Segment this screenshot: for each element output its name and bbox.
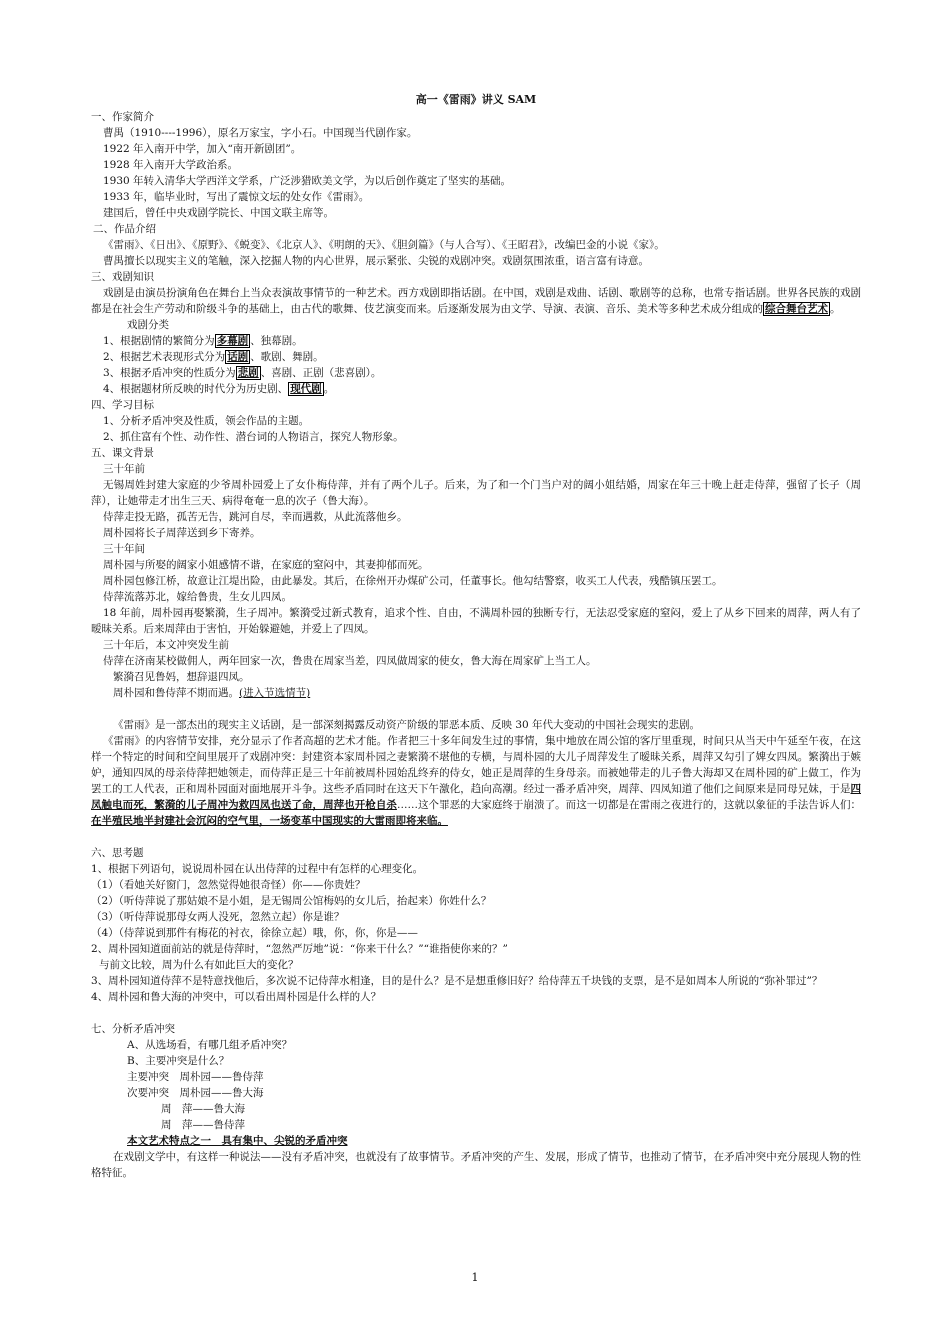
conflict-line: B、主要冲突是什么？ (127, 1055, 230, 1067)
goal-item: 1、分析矛盾冲突及性质，领会作品的主题。 (103, 415, 310, 427)
section-heading-questions: 六、思考题 (91, 847, 144, 859)
emphasis-text: 在半殖民地半封建社会沉闷的空气里，一场变革中国现实的大雷雨即将来临。 (91, 815, 448, 827)
boxed-term: 悲剧 (237, 367, 259, 379)
drama-classification-heading: 戏剧分类 (127, 319, 169, 331)
drama-paragraph: 戏剧是由演员扮演角色在舞台上当众表演故事情节的一种艺术。西方戏剧即指话剧。在中国，戏剧是戏曲、话剧、歌剧等的总称，也常专指话剧。世界各民族的戏剧都是在社会生产劳动和阶级斗争的基础上，由古代的歌舞、伎艺演变而来。后逐渐发展为由文学、导演、表演、音乐、美术等多种艺术成分组成的 综合舞台艺术 。 (91, 287, 861, 315)
conflict-line: A、从选场看，有哪几组矛盾冲突？ (127, 1039, 293, 1051)
enter-excerpt-link[interactable]: (进入节选情节) (239, 687, 311, 699)
boxed-term: 话剧 (227, 351, 249, 363)
section-heading-conflict: 七、分析矛盾冲突 (91, 1023, 175, 1035)
summary-paragraph: 《雷雨》的内容情节安排，充分显示了作者高超的艺术才能。作者把三十多年间发生过的事情，集中地放在周公馆的客厅里重现，时间只从当天中午延至午夜，在这样一个特定的时间和空间里展开了戏剧冲突：封建资本家周朴园之妻繁漪不堪他的专横，与周朴园的大儿子周萍发生了暧昧关系，周萍又勾引了婢女四凤。繁漪出于嫉妒，通知四凤的母亲侍萍把她领走，而侍萍正是三十年前被周朴园始乱终弃的侍女，她正是周萍的生身母亲。而被她带走的儿子鲁大海却又在周朴园的矿上做工，作为罢工的工人代表，正和周朴园面对面地展开斗争。这些矛盾同时在这天下午激化，趋向高潮。经过一番矛盾冲突，周萍、四凤知道了他们之间原来是同母兄妹，于是四凤触电而死，繁漪的儿子周冲为救四凤也送了命，周萍也开枪自杀……这个罪恶的大家庭终于崩溃了。而这一切都是在雷雨之夜进行的，这就以象征的手法告诉人们：在半殖民地半封建社会沉闷的空气里，一场变革中国现实的大雷雨即将来临。 (91, 735, 862, 827)
question-line: 4、周朴园和鲁大海的冲突中，可以看出周朴园是什么样的人？ (91, 991, 382, 1003)
background-line: 侍萍走投无路，孤苦无告，跳河自尽，幸而遇救，从此流落他乡。 (103, 511, 408, 523)
background-line: 周朴园包修江桥，故意让江堤出险，由此暴发。其后，在徐州开办煤矿公司，任董事长。他勾结警察，收买工人代表，残酷镇压罢工。 (103, 575, 723, 587)
section-heading-goals: 四、学习目标 (91, 399, 154, 411)
classification-item: 3、根据矛盾冲突的性质分为 悲剧 、喜剧、正剧（悲喜剧）。 (103, 367, 382, 379)
page-number: 1 (471, 1271, 479, 1284)
question-line: 1、根据下列语句，说说周朴园在认出侍萍的过程中有怎样的心理变化。 (91, 863, 424, 875)
section-heading-author: 一、作家简介 (91, 111, 154, 123)
author-line: 1928 年入南开大学政治系。 (103, 159, 239, 171)
question-line: （3）（听侍萍说那母女两人没死，忽然立起）你是谁？ (91, 911, 345, 923)
classification-item: 2、根据艺术表现形式分为 话剧 、歌剧、舞剧。 (103, 351, 324, 363)
document-page (91, 92, 861, 1181)
background-line: 周朴园和鲁侍萍不期而遇。(进入节选情节) (113, 687, 311, 699)
background-line: 周朴园将长子周萍送到乡下寄养。 (103, 527, 261, 539)
conflict-line: 主要冲突 周朴园——鲁侍萍 (127, 1071, 264, 1083)
summary-paragraph: 《雷雨》是一部杰出的现实主义话剧，是一部深刻揭露反动资产阶级的罪恶本质、反映 30 年代大变动的中国社会现实的悲剧。 (113, 719, 701, 731)
boxed-term: 综合舞台艺术 (765, 303, 828, 315)
question-line: 与前文比较，周为什么有如此巨大的变化？ (99, 959, 299, 971)
background-line: 周朴园与所娶的阔家小姐感情不谐，在家庭的窒闷中，其妻抑郁而死。 (103, 559, 429, 571)
timeline-heading: 三十年前 (103, 463, 145, 475)
background-paragraph: 无锡周姓封建大家庭的少爷周朴园爱上了女仆梅侍萍，并有了两个儿子。后来，为了和一个门当户对的阔小姐结婚，周家在年三十晚上赶走侍萍，强留了长子（周萍），让她带走才出生三天、病得奄奄一息的次子（鲁大海）。 (91, 479, 861, 507)
author-line: 1933 年，临毕业时，写出了震惊文坛的处女作《雷雨》。 (103, 191, 370, 203)
question-line: （1）（看她关好窗门，忽然觉得她很奇怪）你——你贵姓？ (91, 879, 366, 891)
goal-item: 2、抓住富有个性、动作性、潜台词的人物语言，探究人物形象。 (103, 431, 404, 443)
author-line: 建国后，曾任中央戏剧学院长、中国文联主席等。 (103, 207, 334, 219)
timeline-heading: 三十年后，本文冲突发生前 (103, 639, 229, 651)
conflict-line: 周 萍——鲁大海 (161, 1103, 245, 1115)
background-paragraph: 18 年前，周朴园再娶繁漪，生子周冲。繁漪受过新式教育，追求个性、自由，不满周朴园的独断专行，无法忍受家庭的窒闷，爱上了从乡下回来的周萍，两人有了暧昧关系。后来周萍由于害怕，开始躲避她，并爱上了四凤。 (91, 607, 861, 635)
document-title: 高一《雷雨》讲义 SAM (415, 93, 537, 106)
classification-item: 1、根据剧情的繁简分为 多幕剧 、独幕剧。 (103, 335, 303, 347)
section-heading-drama: 三、戏剧知识 (91, 271, 154, 283)
classification-item: 4、根据题材所反映的时代分为历史剧、 现代剧 。 (103, 383, 335, 395)
section-heading-background: 五、课文背景 (91, 447, 154, 459)
background-line: 侍萍在济南某校做佣人，两年回家一次，鲁贵在周家当差，四凤做周家的使女，鲁大海在周家矿上当工人。 (103, 655, 597, 667)
question-line: （4）（侍萍说到那件有梅花的衬衣，徐徐立起）哦，你，你，你是—— (91, 927, 418, 939)
boxed-term: 现代剧 (290, 383, 322, 395)
background-line: 繁漪召见鲁妈，想辞退四凤。 (113, 671, 250, 683)
emphasis-text: 四凤触电而死，繁漪的儿子周冲为救四凤也送了命，周萍也开枪自杀 (91, 783, 861, 811)
timeline-heading: 三十年间 (103, 543, 145, 555)
background-line: 侍萍流落苏北，嫁给鲁贵，生女儿四凤。 (103, 591, 292, 603)
question-line: 2、周朴园知道面前站的就是侍萍时，“忽然严厉地”说：“你来干什么？”“谁指使你来的？” (91, 943, 508, 955)
conflict-line: 周 萍——鲁侍萍 (161, 1119, 245, 1131)
author-line: 1922 年入南开中学，加入“南开新剧团”。 (103, 143, 302, 155)
works-line: 曹禺擅长以现实主义的笔触，深入挖掘人物的内心世界，展示紧张、尖锐的戏剧冲突。戏剧氛围浓重，语言富有诗意。 (103, 255, 649, 267)
question-line: 3、周朴园知道侍萍不是特意找他后，多次说不记侍萍水相逢，目的是什么？是不是想重修旧好？给侍萍五千块钱的支票，是不是如周本人所说的“弥补罪过”？ (91, 975, 823, 987)
boxed-term: 多幕剧 (216, 335, 249, 347)
author-line: 曹禺（1910----1996），原名万家宝，字小石。中国现当代剧作家。 (103, 127, 418, 139)
works-line: 《雷雨》、《日出》、《原野》、《蜕变》、《北京人》、《明朗的天》、《胆剑篇》（与人合写）、《王昭君》，改编巴金的小说《家》。 (103, 239, 665, 251)
section-heading-works: 二、作品介绍 (93, 223, 156, 235)
art-feature-heading: 本文艺术特点之一 具有集中、尖锐的矛盾冲突 (127, 1135, 348, 1147)
conflict-paragraph: 在戏剧文学中，有这样一种说法——没有矛盾冲突，也就没有了故事情节。矛盾冲突的产生、发展，形成了情节，也推动了情节，在矛盾冲突中充分展现人物的性格特征。 (91, 1151, 861, 1179)
author-line: 1930 年转入清华大学西洋文学系，广泛涉猎欧美文学，为以后创作奠定了坚实的基础。 (103, 175, 512, 187)
question-line: （2）（听侍萍说了那姑娘不是小姐，是无锡周公馆梅妈的女儿后，抬起来）你姓什么？ (91, 895, 492, 907)
conflict-line: 次要冲突 周朴园——鲁大海 (127, 1087, 264, 1099)
